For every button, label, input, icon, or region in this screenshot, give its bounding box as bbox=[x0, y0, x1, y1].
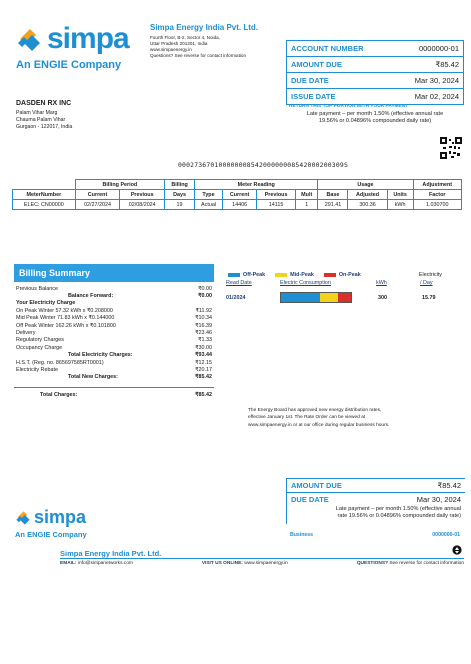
summary-line-label: Balance Forward: bbox=[68, 293, 114, 300]
list-item bbox=[16, 366, 212, 373]
summary-line-value: ₹30.00 bbox=[195, 344, 212, 351]
consumption-row bbox=[226, 292, 466, 303]
company-address-1: Fourth Floor, B-2, Sector 4, Noida, bbox=[150, 35, 220, 40]
electricity-label: Electricity bbox=[418, 272, 442, 278]
footer-logo-word: simpa bbox=[34, 507, 87, 527]
consumption-legend bbox=[228, 272, 466, 278]
summary-line-label: Occupancy Charge bbox=[16, 344, 63, 351]
summary-line-value: ₹11.92 bbox=[195, 307, 212, 314]
summary-line-value: ₹23.46 bbox=[195, 330, 212, 337]
summary-line-value: ₹93.44 bbox=[195, 352, 212, 359]
col-base: Base bbox=[318, 190, 348, 200]
company-block bbox=[150, 23, 282, 59]
list-item bbox=[16, 285, 212, 292]
summary-line-label: Delivery bbox=[16, 330, 36, 337]
account-number-value: 0000000-01 bbox=[418, 44, 459, 53]
qr-code-icon bbox=[440, 137, 462, 159]
summary-line-label: Off Peak Winter 162.26 kWh x ₹0.101800 bbox=[16, 322, 116, 329]
list-item bbox=[16, 329, 212, 336]
stub-late-note: Late payment – per month 1.50% (effective annual rate 19.56% or 0.04896% compounded daily rate) bbox=[335, 506, 461, 520]
footer-line bbox=[60, 558, 464, 559]
billing-summary-lines bbox=[14, 285, 214, 381]
col-type: Type bbox=[195, 190, 223, 200]
summary-line-value: ₹85.42 bbox=[195, 374, 212, 381]
company-address-2: Uttar Pradesh 201301, India bbox=[150, 41, 208, 46]
col-factor: Factor bbox=[413, 190, 462, 200]
simpa-logo-icon bbox=[14, 509, 32, 527]
customer-block bbox=[16, 100, 72, 131]
summary-line-label: Mid Peak Winter 71.83 kWh x ₹0.144000 bbox=[16, 315, 115, 322]
payment-stub bbox=[286, 478, 465, 524]
stub-due-row bbox=[287, 493, 465, 505]
amount-due-label: AMOUNT DUE bbox=[291, 60, 342, 69]
col-meter-number: MeterNumber bbox=[13, 190, 76, 200]
due-date-label: DUE DATE bbox=[291, 76, 329, 85]
late-payment-line-1: Late payment – per month 1.50% (effective annual rate bbox=[306, 111, 444, 117]
list-item bbox=[16, 337, 212, 344]
stub-amount-row bbox=[287, 479, 465, 493]
per-day-label: / Day bbox=[420, 280, 433, 286]
consumption-panel bbox=[226, 272, 466, 303]
list-item bbox=[16, 322, 212, 329]
stub-business-row bbox=[290, 532, 460, 538]
stub-amount-value: ₹85.42 bbox=[437, 481, 461, 490]
footer-logo-tagline: An ENGIE Company bbox=[15, 530, 87, 539]
col-units: Units bbox=[387, 190, 413, 200]
footer-logo bbox=[14, 508, 134, 544]
usage-column-header-row bbox=[13, 190, 462, 200]
late-payment-note bbox=[286, 111, 464, 126]
summary-line-value: ₹0.00 bbox=[198, 293, 212, 300]
account-number-row bbox=[287, 41, 463, 57]
summary-line-label: Regulatory Charges bbox=[16, 337, 64, 344]
col-meter-previous: Previous bbox=[257, 190, 296, 200]
col-current: Current bbox=[75, 190, 120, 200]
legend-swatch bbox=[324, 273, 336, 277]
col-adjusted: Adjusted bbox=[348, 190, 387, 200]
total-charges-value: ₹85.42 bbox=[195, 391, 212, 398]
col-meter-current: Current bbox=[222, 190, 256, 200]
customer-city: Gurgaon - 122017, India bbox=[16, 124, 73, 130]
group-meter-reading: Meter Reading bbox=[195, 180, 318, 190]
footer-visit: VISIT US ONLINE: www.simpaenergy.in bbox=[201, 561, 288, 566]
summary-line-value: ₹20.17 bbox=[195, 366, 212, 373]
summary-line-label: Previous Balance bbox=[16, 285, 58, 292]
bar-mid-peak bbox=[320, 293, 338, 302]
kwh-label: kWh bbox=[376, 280, 387, 286]
consumption-bar bbox=[280, 292, 352, 303]
consumption-date: 01/2024 bbox=[226, 294, 246, 301]
total-charges-row bbox=[14, 387, 214, 398]
summary-line-label: H.S.T. (Reg. no. 865697585RT0001) bbox=[16, 359, 104, 366]
summary-line-value: ₹10.34 bbox=[195, 315, 212, 322]
logo-word: simpa bbox=[47, 22, 129, 55]
stub-due-label: DUE DATE bbox=[291, 494, 329, 504]
list-item bbox=[16, 292, 212, 299]
bar-off-peak bbox=[281, 293, 320, 302]
group-billing-period: Billing Period bbox=[75, 180, 164, 190]
electric-consumption-label: Electric Consumption bbox=[280, 280, 331, 286]
list-item bbox=[16, 300, 212, 307]
group-usage: Usage bbox=[318, 180, 413, 190]
summary-line-label: Total New Charges: bbox=[68, 374, 118, 381]
return-note: RETURN THIS TOP PORTION WITH YOUR PAYMENT bbox=[289, 104, 409, 109]
account-number-label: ACCOUNT NUMBER bbox=[291, 44, 364, 53]
table-row: ELEC: CN00000 02/27/2024 02/08/2024 19 Actual 14406 14115 1 291.41 300.36 kWh 1.030700 bbox=[13, 200, 462, 210]
list-item bbox=[16, 374, 212, 381]
late-payment-line-2: 19.56% or 0.04896% compounded daily rate) bbox=[318, 118, 432, 125]
amount-due-row bbox=[287, 57, 463, 73]
col-previous: Previous bbox=[120, 190, 165, 200]
legend-swatch bbox=[228, 273, 240, 277]
billing-summary bbox=[14, 264, 214, 398]
summary-line-label: On Peak Winter 57.32 kWh x ₹0.208000 bbox=[16, 307, 113, 314]
list-item bbox=[16, 359, 212, 366]
summary-line-label: Your Electricity Charge bbox=[16, 300, 76, 307]
legend-swatch bbox=[275, 273, 287, 277]
summary-line-label: Electricity Rebate bbox=[16, 366, 58, 373]
consumption-header-row bbox=[226, 280, 466, 286]
group-adjustment: Adjustment bbox=[413, 180, 462, 190]
footer-email: EMAIL: info@simpanetworks.com bbox=[60, 561, 133, 566]
legend-off-peak: Off-Peak bbox=[228, 272, 265, 278]
customer-street: Palam Vihar Marg bbox=[16, 110, 58, 116]
summary-line-value: ₹16.39 bbox=[195, 322, 212, 329]
summary-line-value: ₹0.00 bbox=[198, 285, 212, 292]
footer-questions: QUESTIONS? See reverse for contact information bbox=[356, 561, 464, 566]
list-item bbox=[16, 307, 212, 314]
issue-date-value: Mar 02, 2024 bbox=[414, 92, 459, 101]
questions-note: Questions? See reverse for contact information bbox=[150, 53, 247, 58]
summary-line-label: Total Electricity Charges: bbox=[68, 352, 133, 359]
stub-business-value: 0000000-01 bbox=[432, 532, 460, 538]
customer-area: Chauma Palam Vihar bbox=[16, 117, 66, 123]
header-logo bbox=[14, 22, 144, 72]
legend-on-peak: On-Peak bbox=[324, 272, 361, 278]
consumption-kwh: 300 bbox=[378, 294, 387, 301]
customer-name: DASDEN RX INC bbox=[16, 100, 72, 107]
usage-group-header-row bbox=[13, 180, 462, 190]
total-charges-label: Total Charges: bbox=[40, 391, 78, 398]
summary-line-value: ₹12.15 bbox=[195, 359, 212, 366]
company-name: Simpa Energy India Pvt. Ltd. bbox=[150, 23, 259, 32]
legend-mid-peak: Mid-Peak bbox=[275, 272, 314, 278]
issue-date-row bbox=[287, 89, 463, 104]
footer-company-name: Simpa Energy India Pvt. Ltd. bbox=[60, 549, 162, 558]
logo-tagline: An ENGIE Company bbox=[16, 59, 122, 71]
list-item bbox=[16, 315, 212, 322]
energy-board-note: The Energy Board has approved new energy distribution rates, effective January 1st. The Rate Order can be viewed at www.simpaenergy.in or at our office during regular business hours. bbox=[248, 408, 390, 428]
group-billing: Billing bbox=[165, 180, 195, 190]
col-mult: Mult bbox=[295, 190, 317, 200]
summary-line-value: ₹1.33 bbox=[198, 337, 212, 344]
stub-due-value: Mar 30, 2024 bbox=[416, 494, 461, 504]
issue-date-label: ISSUE DATE bbox=[291, 92, 336, 101]
read-date-label: Read Date bbox=[226, 280, 252, 286]
account-box bbox=[286, 40, 464, 105]
recycle-icon bbox=[452, 545, 462, 555]
company-website[interactable]: www.simpaenergy.in bbox=[150, 47, 192, 52]
col-days: Days bbox=[165, 190, 195, 200]
consumption-per-day: 15.79 bbox=[422, 294, 436, 301]
footer-contacts bbox=[60, 561, 464, 566]
amount-due-value: ₹85.42 bbox=[435, 60, 459, 69]
billing-summary-title: Billing Summary bbox=[14, 264, 214, 282]
usage-table bbox=[12, 179, 462, 210]
simpa-logo-icon bbox=[14, 25, 44, 55]
stub-amount-label: AMOUNT DUE bbox=[291, 481, 342, 490]
list-item bbox=[16, 344, 212, 351]
due-date-value: Mar 30, 2024 bbox=[414, 76, 459, 85]
bar-on-peak bbox=[338, 293, 351, 302]
barcode-text: 00027367010000000854200000008542000200309S bbox=[178, 161, 348, 169]
list-item bbox=[16, 352, 212, 359]
stub-business-label: Business bbox=[290, 532, 314, 538]
due-date-row bbox=[287, 73, 463, 89]
